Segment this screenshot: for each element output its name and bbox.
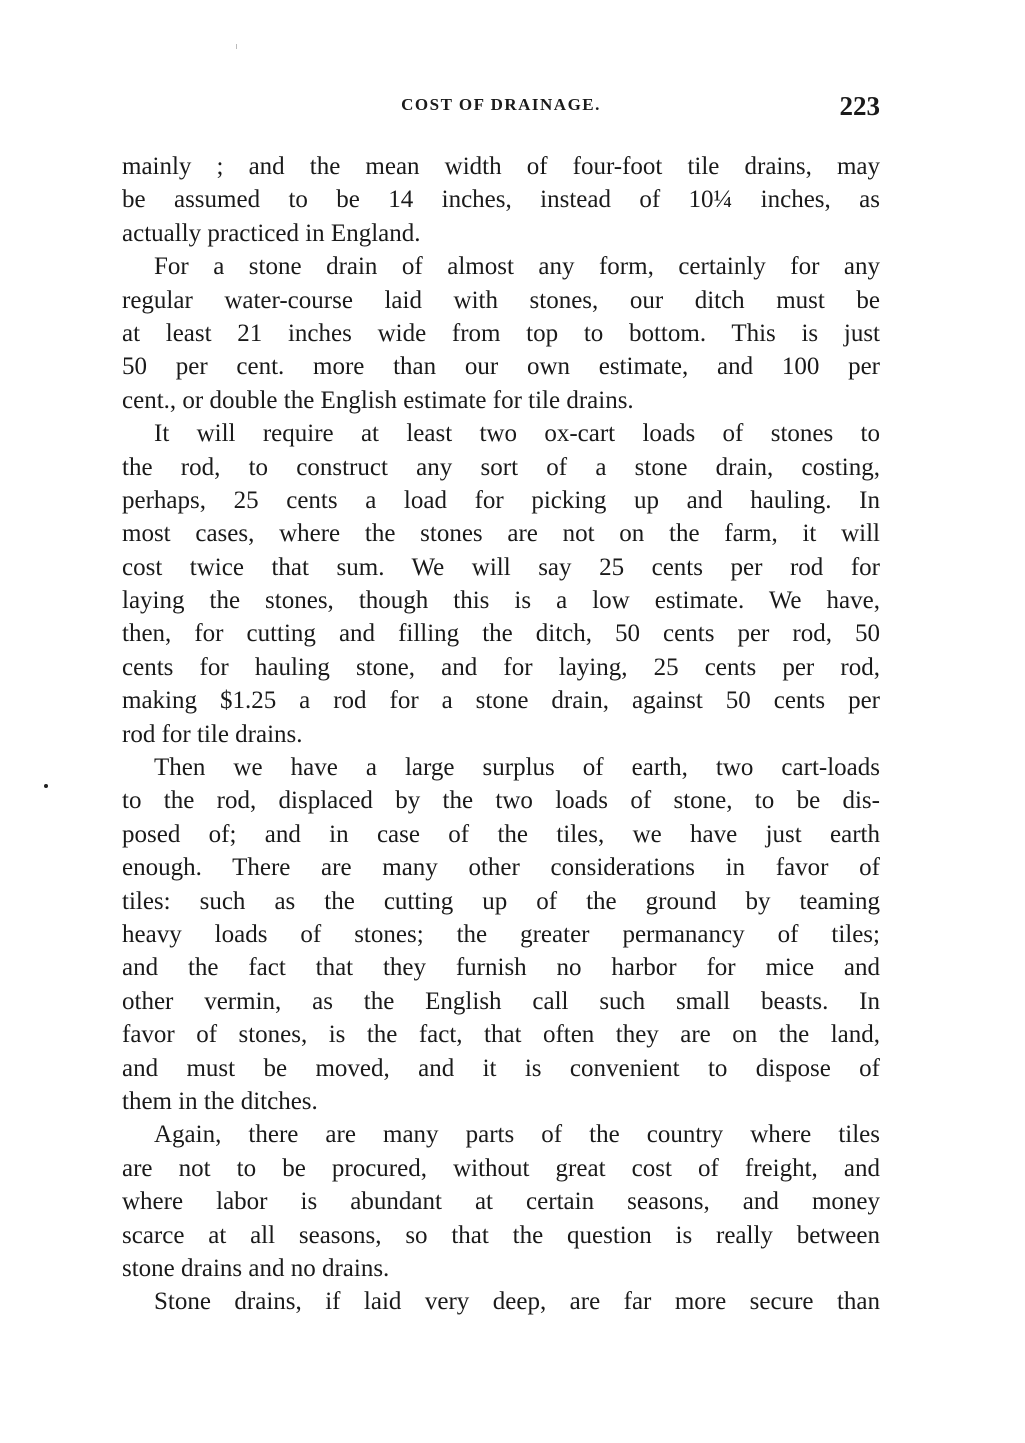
running-head-title: COST OF DRAINAGE. — [401, 95, 601, 114]
scan-mark — [236, 44, 237, 49]
text-line: cents for hauling stone, and for laying, 25 cents per rod, — [122, 653, 880, 681]
text-line: be assumed to be 14 inches, instead of 10¼ inches, as — [122, 186, 880, 214]
text-line: at least 21 inches wide from top to bottom. This is just — [122, 319, 880, 347]
text-line: scarce at all seasons, so that the question is really between — [122, 1221, 880, 1249]
text-line: cent., or double the English estimate for tile drains. — [122, 386, 634, 414]
paragraph-start-line: It will require at least two ox-cart loads of stones to — [154, 420, 880, 448]
text-line: favor of stones, is the fact, that often they are on the land, — [122, 1021, 880, 1049]
text-line: posed of; and in case of the tiles, we have just earth — [122, 820, 880, 848]
text-line: to the rod, displaced by the two loads of stone, to be dis- — [122, 787, 880, 815]
page-number: 223 — [839, 91, 880, 121]
text-line: mainly ; and the mean width of four-foot tile drains, may — [122, 153, 880, 180]
text-line: regular water-course laid with stones, our ditch must be — [122, 286, 880, 314]
text-line: where labor is abundant at certain seasons, and money — [122, 1188, 880, 1216]
text-line: heavy loads of stones; the greater permanancy of tiles; — [122, 920, 880, 948]
paragraph-start-line: Then we have a large surplus of earth, two cart-loads — [154, 754, 880, 782]
text-line: actually practiced in England. — [122, 219, 421, 247]
running-head — [122, 91, 880, 123]
text-line: cost twice that sum. We will say 25 cents per rod for — [122, 553, 880, 581]
text-line: and the fact that they furnish no harbor for mice and — [122, 954, 880, 982]
text-line: the rod, to construct any sort of a stone drain, costing, — [122, 453, 880, 481]
text-line: stone drains and no drains. — [122, 1254, 390, 1282]
text-line: rod for tile drains. — [122, 720, 303, 748]
text-line: making $1.25 a rod for a stone drain, against 50 cents per — [122, 687, 880, 715]
text-line: most cases, where the stones are not on the farm, it will — [122, 520, 880, 548]
text-line: then, for cutting and filling the ditch, 50 cents per rod, 50 — [122, 620, 880, 648]
text-line: 50 per cent. more than our own estimate, and 100 per — [122, 353, 880, 381]
paragraph-start-line: Again, there are many parts of the country where tiles — [154, 1121, 880, 1149]
text-line: and must be moved, and it is convenient to dispose of — [122, 1054, 880, 1082]
text-line: are not to be procured, without great cost of freight, and — [122, 1154, 880, 1182]
text-line: enough. There are many other considerations in favor of — [122, 854, 880, 882]
text-line: tiles: such as the cutting up of the ground by teaming — [122, 887, 880, 915]
paragraph-start-line: For a stone drain of almost any form, certainly for any — [154, 253, 880, 281]
body-text — [122, 150, 880, 1319]
text-line: them in the ditches. — [122, 1087, 318, 1115]
text-line: perhaps, 25 cents a load for picking up and hauling. In — [122, 486, 880, 514]
paragraph-start-line: Stone drains, if laid very deep, are far more secure than — [154, 1288, 880, 1316]
text-line: other vermin, as the English call such small beasts. In — [122, 987, 880, 1015]
text-line: laying the stones, though this is a low estimate. We have, — [122, 587, 880, 615]
margin-speck — [44, 784, 48, 788]
